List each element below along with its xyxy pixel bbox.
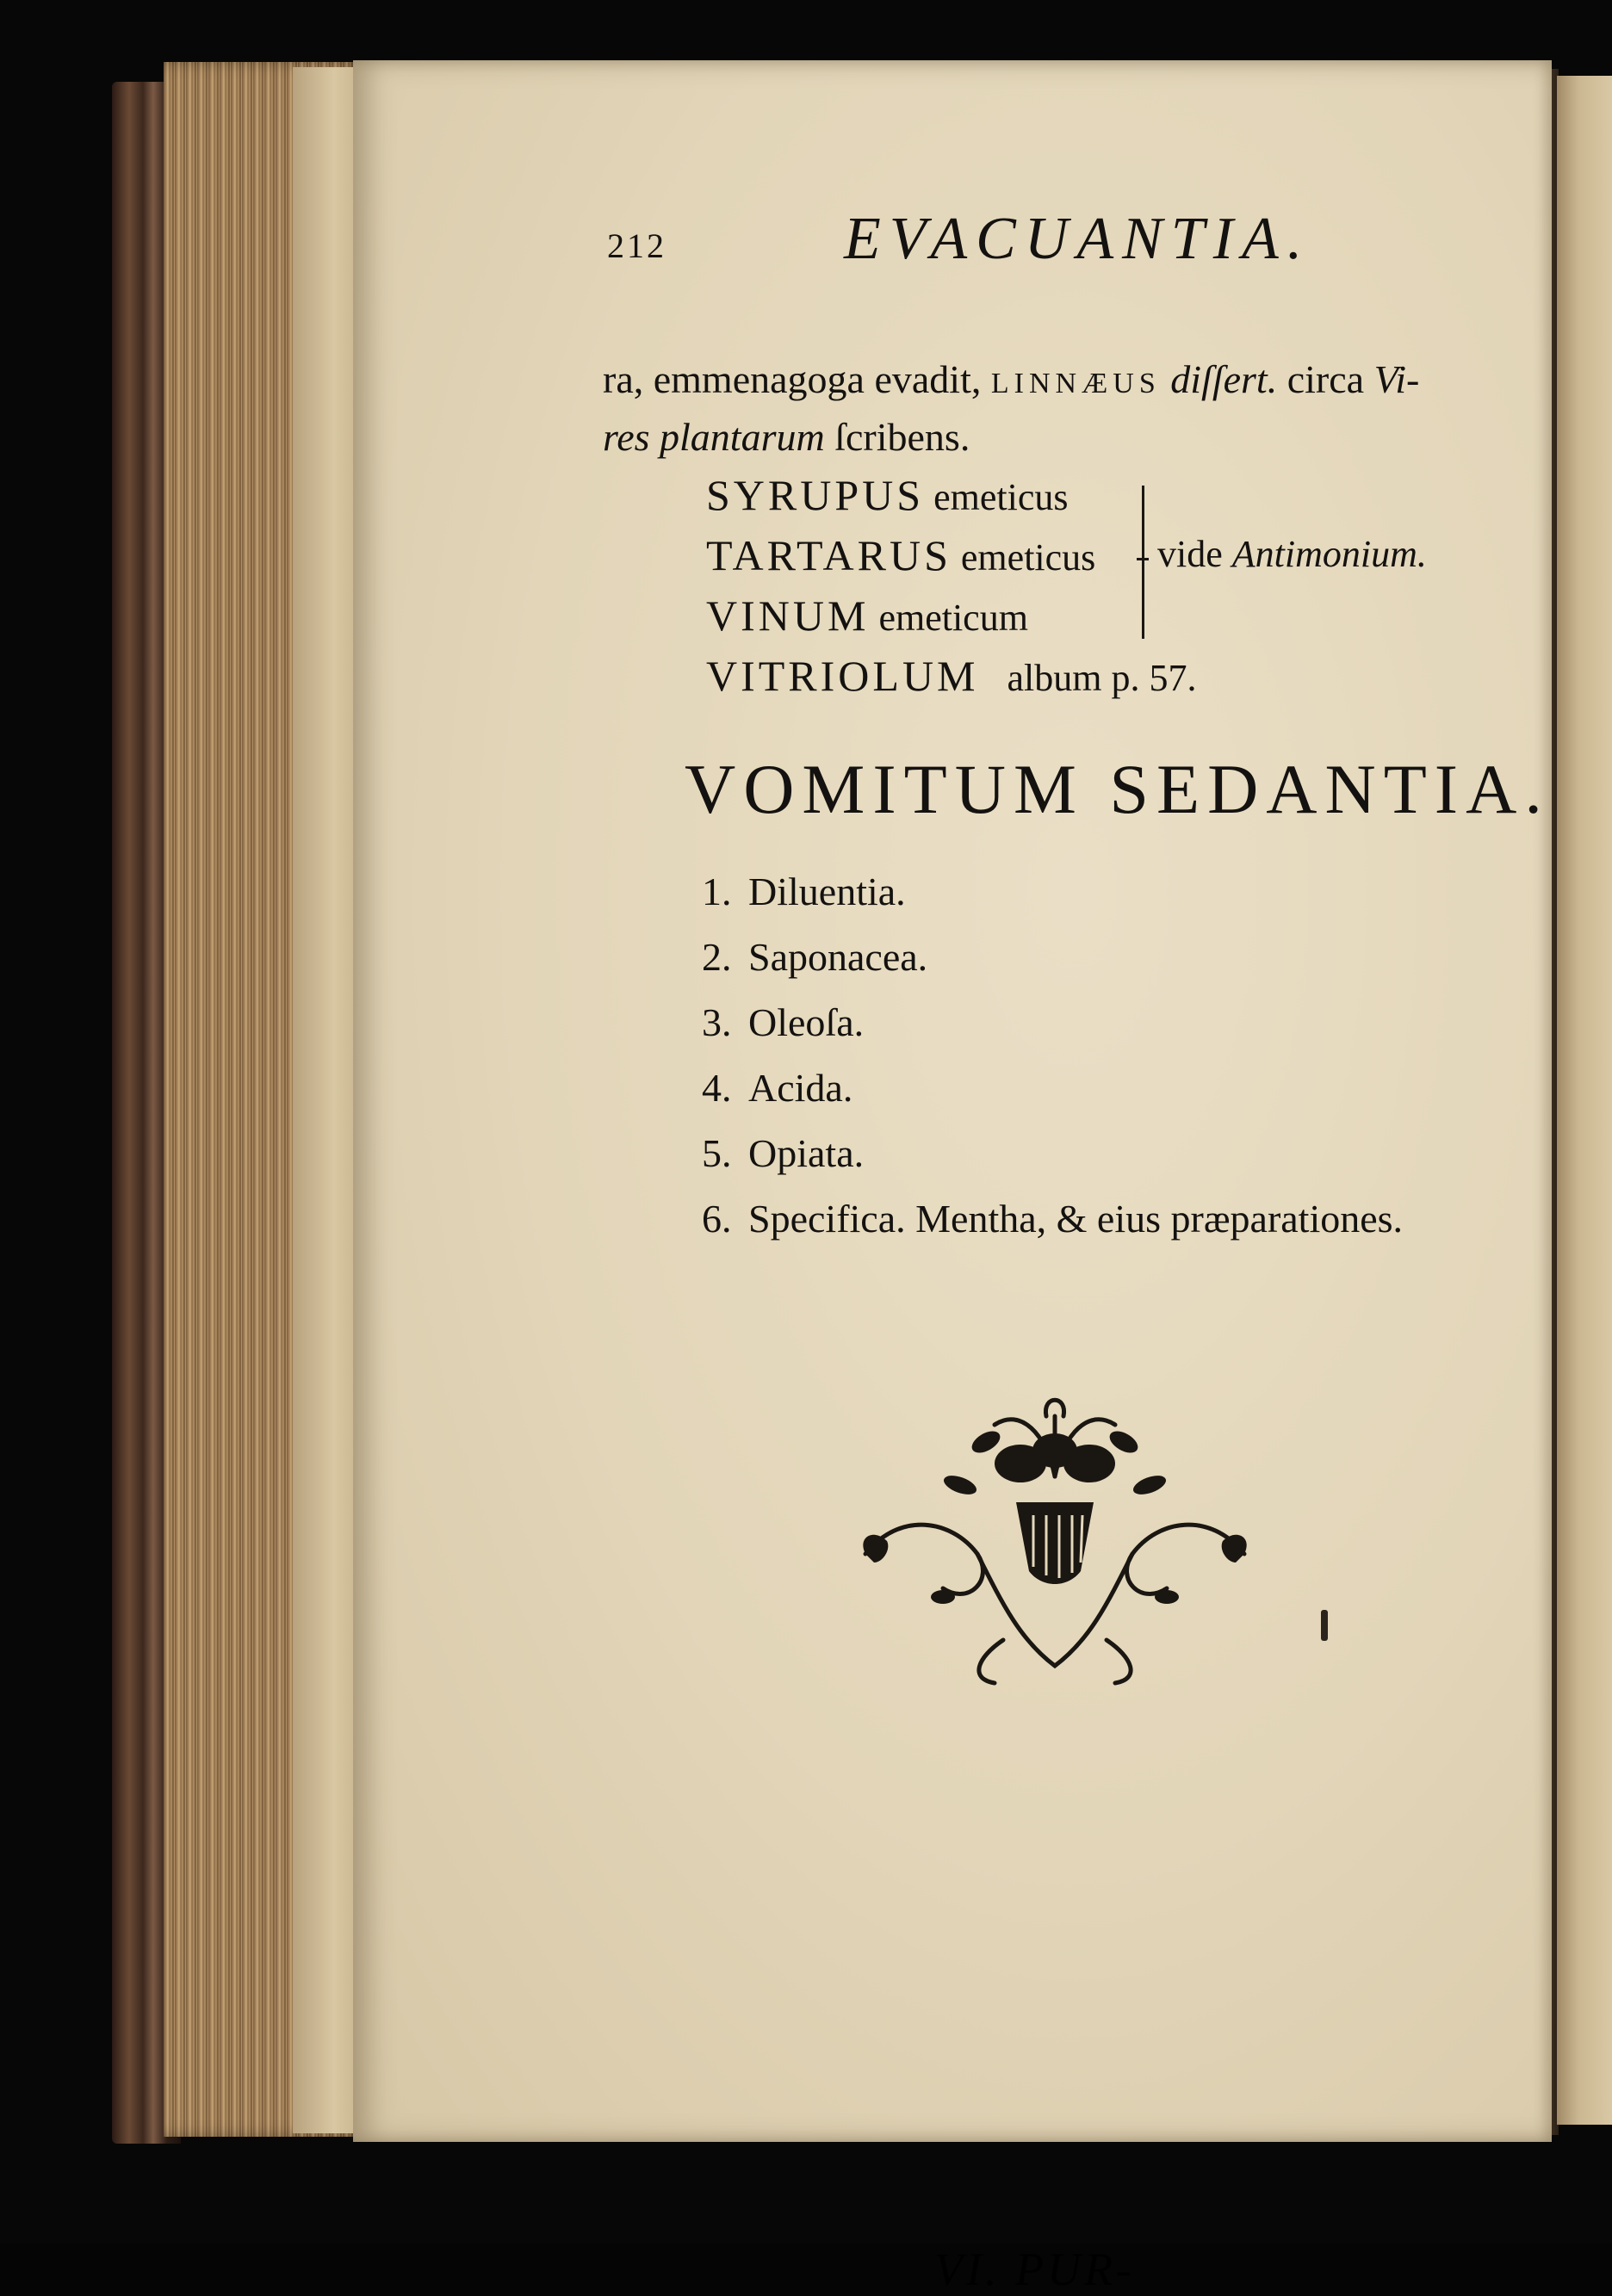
vitriolum-entry — [706, 651, 1197, 701]
cross-reference — [1157, 532, 1427, 576]
drug-qualifier: emeticus — [933, 476, 1069, 518]
drug-name: TARTARUS — [706, 531, 952, 579]
item-text: Oleoſa. — [748, 1000, 865, 1044]
remedy-list — [702, 859, 1403, 1252]
drug-qualifier: emeticus — [960, 536, 1096, 579]
work-title: res plantarum — [603, 415, 825, 459]
item-text: Opiata. — [748, 1131, 865, 1175]
prose-line-2 — [603, 411, 1419, 464]
page-gutter — [293, 67, 362, 2133]
list-item — [702, 1055, 1403, 1121]
author-name: LINNÆUS — [990, 368, 1161, 399]
drug-name: VINUM — [706, 591, 870, 640]
section-title: VOMITUM SEDANTIA. — [685, 750, 1550, 828]
item-number: 6. — [702, 1197, 732, 1241]
item-text: Specifica. Mentha, & eius præparationes. — [748, 1197, 1404, 1241]
page-number: 212 — [607, 226, 666, 265]
floral-vignette-icon — [848, 1382, 1262, 1692]
prose-text: circa — [1286, 357, 1365, 401]
running-head: EVACUANTIA. — [844, 206, 1311, 272]
item-text: Acida. — [748, 1066, 853, 1110]
item-number: 1. — [702, 870, 732, 913]
facing-page-edge — [1557, 76, 1612, 2125]
synonym-entry — [706, 525, 1095, 585]
prose-text: ra, emmenagoga evadit, — [603, 357, 982, 401]
drug-name: VITRIOLUM — [706, 652, 979, 700]
list-item — [702, 859, 1403, 925]
brace-point — [1137, 558, 1149, 560]
item-number: 5. — [702, 1131, 732, 1175]
synonym-entry — [706, 585, 1095, 646]
synonym-entry — [706, 465, 1095, 525]
item-text: Saponacea. — [748, 935, 928, 979]
prose-line-1 — [603, 353, 1419, 411]
drug-name: SYRUPUS — [706, 471, 925, 519]
list-item — [702, 1121, 1403, 1186]
reference-target: Antimonium. — [1231, 533, 1427, 575]
page-reference: p. 57. — [1111, 657, 1197, 699]
item-number: 2. — [702, 935, 732, 979]
list-item — [702, 1186, 1403, 1252]
prose-paragraph — [603, 353, 1419, 464]
synonym-block — [706, 465, 1095, 646]
work-title: diſſert. — [1170, 357, 1278, 401]
item-text: Diluentia. — [748, 870, 906, 913]
catchword: VI. PUR- — [934, 2243, 1135, 2295]
book-page — [353, 60, 1552, 2142]
list-item — [702, 925, 1403, 990]
reference-prefix: vide — [1157, 533, 1223, 575]
work-title: Vi- — [1373, 357, 1420, 401]
brace-icon — [1119, 486, 1144, 639]
item-number: 4. — [702, 1066, 732, 1110]
drug-qualifier: emeticum — [878, 597, 1028, 639]
item-number: 3. — [702, 1000, 732, 1044]
list-item — [702, 990, 1403, 1055]
prose-text: ſcribens. — [834, 415, 970, 459]
drug-qualifier: album — [1007, 657, 1102, 699]
ink-speck — [1321, 1610, 1328, 1641]
